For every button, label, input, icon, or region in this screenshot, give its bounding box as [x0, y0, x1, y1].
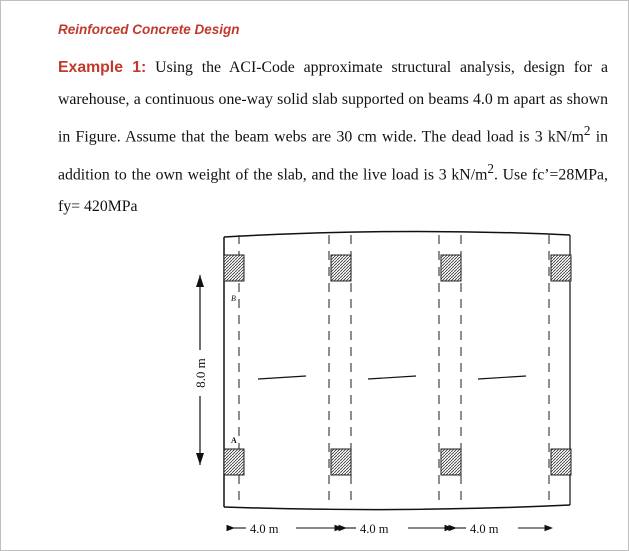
unit-superscript-2: 2	[487, 160, 494, 176]
section-heading: Reinforced Concrete Design	[58, 22, 240, 37]
column	[551, 255, 571, 281]
example-line-4b: in addition to the own weight of	[58, 128, 608, 184]
slab-plan-figure	[160, 215, 600, 550]
column	[331, 255, 351, 281]
span-label-2: 4.0 m	[360, 522, 389, 536]
column	[224, 449, 244, 475]
example-label: Example 1:	[58, 59, 147, 76]
label-a: A	[231, 436, 237, 445]
beam-lines	[239, 235, 549, 507]
slab-top-edge	[224, 231, 570, 237]
span-direction-arrows	[258, 376, 526, 379]
column	[551, 449, 571, 475]
unit-superscript: 2	[583, 123, 591, 138]
column	[331, 449, 351, 475]
slab-plan-drawing	[160, 215, 600, 545]
column	[441, 449, 461, 475]
height-arrow-top	[196, 275, 204, 287]
example-line-1: Using the ACI-Code approximate structural analysis,	[155, 59, 515, 76]
height-label: 8.0 m	[193, 358, 208, 388]
example-line-6: . Use fc’=28MPa, fy= 420MPa	[58, 166, 609, 215]
span-label-3: 4.0 m	[470, 522, 499, 536]
slab-bottom-edge	[224, 505, 570, 510]
column	[224, 255, 244, 281]
example-paragraph	[58, 52, 608, 222]
example-line-5: the slab, and the live load is 3 kN/m	[253, 166, 488, 184]
example-line-2: design for a warehouse, a continuous one-way solid slab supported on	[58, 59, 608, 108]
label-b: B	[231, 294, 236, 303]
height-arrow-bottom	[196, 453, 204, 465]
example-line-3: beams 4.0 m apart as shown in Figure. Assume that the beam webs are	[58, 90, 608, 146]
example-line-4: 30 cm wide. The dead load is 3 kN/m	[336, 128, 584, 146]
span-label-1: 4.0 m	[250, 522, 279, 536]
column	[441, 255, 461, 281]
columns	[224, 255, 571, 475]
